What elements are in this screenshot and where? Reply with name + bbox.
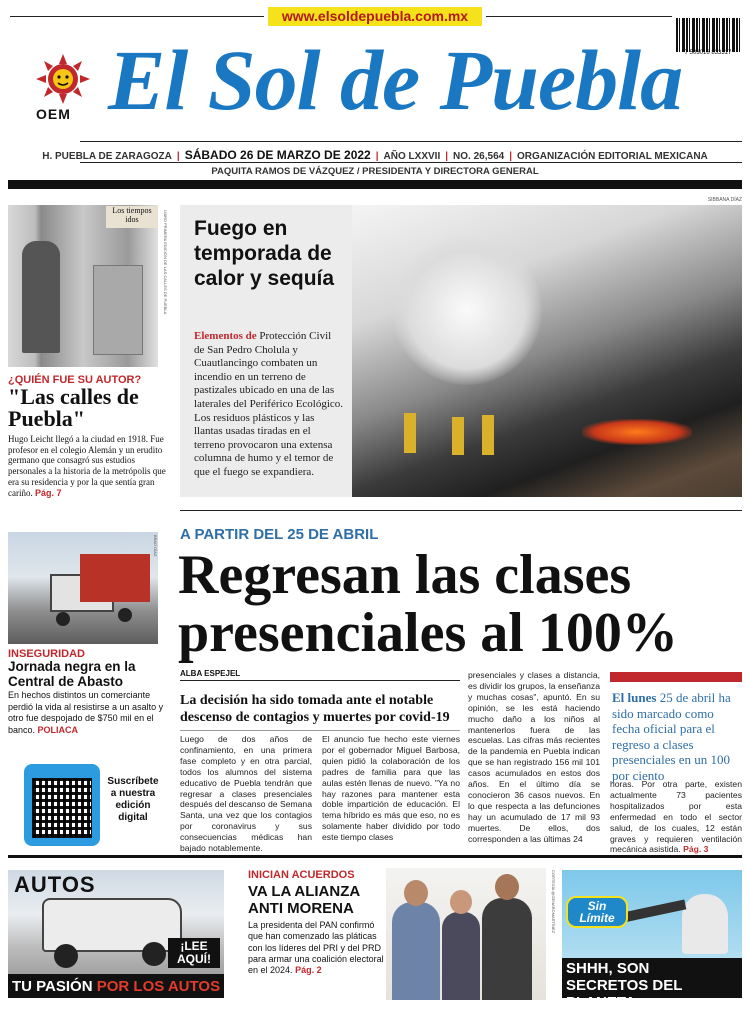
issue-date: SÁBADO 26 DE MARZO DE 2022 (184, 148, 371, 162)
main-headline-line2: presenciales al 100% (178, 602, 678, 664)
calles-body-text: Hugo Leicht llegó a la ciudad en 1918. Fue profesor en el colegio Alemán y un erudito germano que consagró sus estudios personales a la historia de la metrópolis que era su residencia y por la que sentía gran cariño. (8, 434, 166, 498)
qr-code-icon[interactable] (32, 778, 92, 838)
truck-cargo (80, 554, 150, 602)
autos-cta[interactable]: ¡LEE AQUÍ! (168, 938, 220, 968)
website-url[interactable]: www.elsoldepuebla.com.mx (268, 7, 482, 26)
main-col-2: El anuncio fue hecho este viernes por el gobernador Miguel Barbosa, quien pidió la colaboración de los padres de familia para que las aulas estén llenas de nuevo. "Ya no hay razones para mantener esta doble impartición de educación. El tema híbrido es más que eso, no es solamente haber dividido por todo este tiempo clases (322, 734, 460, 843)
autos-title: AUTOS (14, 872, 96, 897)
truck-wheel (142, 942, 166, 966)
header-rule-left (10, 16, 264, 17)
main-headline[interactable] (178, 546, 742, 662)
calles-photo-caption: LIBRO PRIMERA EDICIÓN DE LAS CALLES DE PUEBLA (163, 210, 168, 315)
calles-photo[interactable] (8, 205, 158, 367)
fire-lead: Elementos de (194, 330, 257, 342)
pull-quote-lead: El lunes (612, 690, 657, 705)
abasto-body (8, 690, 166, 736)
digital-edition-cta[interactable]: Suscríbete a nuestra edición digital (107, 776, 159, 823)
calles-kicker: ¿QUIÉN FUE SU AUTOR? (8, 374, 142, 386)
firefighter (482, 415, 494, 455)
meta-rule-top (80, 141, 742, 142)
main-col-1: Luego de dos años de confinamiento, en una primera fase completo y en otra parcial, todos los alumnos del sistema educativo de Puebla tendrán que regresar a clases presenciales después del descanso de Semana Santa, una vez que los contagios por coronavirus y sus consecuencias médicas han bajado notablemente. (180, 734, 312, 854)
main-col-4 (610, 779, 742, 855)
pull-quote-text: 25 de abril ha sido marcado como fecha oficial para el regreso a clases presenciales en un 100 por ciento (612, 690, 731, 783)
calles-body (8, 434, 166, 498)
autos-tag2: POR LOS AUTOS (96, 978, 221, 995)
header-rule-right (486, 16, 672, 17)
bottom-strip-bar (8, 855, 742, 858)
building-facade (93, 265, 143, 355)
alianza-photo-credit: CORTESÍA @GENAROMARTÍNEZ (551, 870, 556, 934)
issue-info: H. PUEBLA DE ZARAGOZA | SÁBADO 26 DE MARZO DE 2022 | AÑO LXXVII | NO. 26,564 | ORGANIZACIÓN EDITORIAL MEXICANA (42, 148, 708, 162)
meta-rule-mid (80, 162, 742, 163)
main-headline-line1: Regresan las clases (178, 544, 632, 606)
autos-tag1: TU PASIÓN (12, 978, 93, 995)
alianza-body-text: La presidenta del PAN confirmó que han comenzado las pláticas con los líderes del PRI y del PRD para armar una coalición electoral en el 2024. (248, 920, 384, 976)
barcode-number: 7 503016 833317 (684, 50, 732, 56)
abasto-title[interactable]: Jornada negra en la Central de Abasto (8, 659, 136, 689)
main-col-4-text: horas. Por otra parte, existen actualmente 73 pacientes hospitalizados por esta enfermedad en todo el sector salud, de los cuales, 12 están graves y requieren ventilación mecánica asistida. (610, 779, 742, 855)
telescope-icon (622, 899, 687, 922)
abasto-photo-credit: BRAD DÍAZ (153, 535, 158, 557)
fire-body-text: Protección Civil de San Pedro Cholula y Cuautlancingo combaten un incendio en un terreno de pastizales ubicado en una de las laterales del Periférico Ecológico. Los residuos plásticos y las llantas usadas tiradas en el terreno provocaron una extensa columna de humo y el temor de que el fuego se expandiera. (194, 330, 344, 478)
barcode (676, 18, 740, 52)
main-page[interactable]: Pág. 3 (683, 844, 709, 855)
alianza-body (248, 920, 386, 976)
pull-quote-bar (610, 672, 742, 682)
alianza-photo[interactable] (386, 868, 546, 1000)
city: H. PUEBLA DE ZARAGOZA (42, 151, 172, 162)
masthead-title[interactable]: El Sol de Puebla (108, 32, 683, 128)
truck-wheel (54, 944, 78, 968)
person-left-head (404, 880, 428, 906)
calles-title[interactable]: "Las calles de Puebla" (8, 384, 139, 431)
main-byline: ALBA ESPEJEL (180, 669, 241, 678)
calles-page[interactable]: Pág. 7 (35, 487, 62, 498)
autos-tagline (12, 978, 220, 995)
main-rule (180, 510, 742, 511)
sun-logo-icon (36, 54, 90, 104)
deck-rule (180, 730, 460, 731)
main-kicker: A PARTIR DEL 25 DE ABRIL (180, 526, 379, 543)
director-line: PAQUITA RAMOS DE VÁZQUEZ / PRESIDENTA Y DIRECTORA GENERAL (211, 166, 539, 177)
phone-graphic (24, 764, 100, 846)
flames (582, 419, 692, 445)
person-middle (442, 912, 480, 1000)
alianza-page[interactable]: Pág. 2 (295, 965, 322, 976)
truck-wheel (118, 608, 132, 622)
year: AÑO LXXVII (383, 151, 441, 162)
main-col-3: presenciales y clases a distancia, es dividir los grupos, la enseñanza y muchas cosas", apuntó. En su opinión, se les está haciendo mucho daño a los niños al mantenerlos fuera de las escuelas. Las cifras más recientes de la pandemia en Puebla indican que se han registrado 156 mil 101 casos acumulados en estos dos años. En el último día se conocieron 36 casos nuevos. En lo que respecta a las defunciones hay un acumulado de 17 mil 93 muertes. De ellos, dos corresponden a las últimas 24 (468, 670, 600, 844)
header-thick-bar (8, 180, 742, 189)
byline-rule (180, 680, 460, 681)
truck-wheel (56, 612, 70, 626)
firefighter (452, 417, 464, 455)
abasto-photo[interactable] (8, 532, 158, 644)
sinlimite-logo: Sin Límite (566, 896, 628, 928)
abasto-section[interactable]: POLIACA (37, 724, 79, 735)
person-middle-head (450, 890, 472, 914)
sinlimite-text: SHHH, SON SECRETOS DEL PLANETA (566, 960, 683, 1011)
main-deck: La decisión ha sido tomada ante el notable descenso de contagios y muertes por covid-19 (180, 693, 450, 725)
issue-number: NO. 26,564 (453, 151, 505, 162)
oem-logo: OEM (36, 106, 71, 122)
person-left (392, 902, 440, 1000)
smoke-plume (392, 235, 542, 385)
fire-title[interactable]: Fuego en temporada de calor y sequía (194, 217, 335, 290)
child-figure (682, 894, 728, 954)
fire-photo[interactable] (352, 205, 742, 497)
alianza-title[interactable]: VA LA ALIANZA ANTI MORENA (248, 883, 360, 917)
abasto-body-text: En hechos distintos un comerciante perdió la vida al resistirse a un asalto y otro fue despojado de $750 mil en el banco. (8, 690, 164, 735)
organization: ORGANIZACIÓN EDITORIAL MEXICANA (517, 151, 708, 162)
person-right-head (495, 874, 519, 900)
abasto-kicker: INSEGURIDAD (8, 648, 86, 660)
fire-body (194, 330, 344, 480)
alianza-kicker: INICIAN ACUERDOS (248, 869, 355, 881)
tiempos-idos-badge: Los tiempos idos (106, 206, 158, 228)
firefighter (404, 413, 416, 453)
person-right (482, 898, 532, 1000)
pull-quote (612, 690, 742, 784)
portrait-figure (22, 241, 60, 353)
photo-credit-top: SIBBANA DÍAZ (707, 197, 742, 203)
